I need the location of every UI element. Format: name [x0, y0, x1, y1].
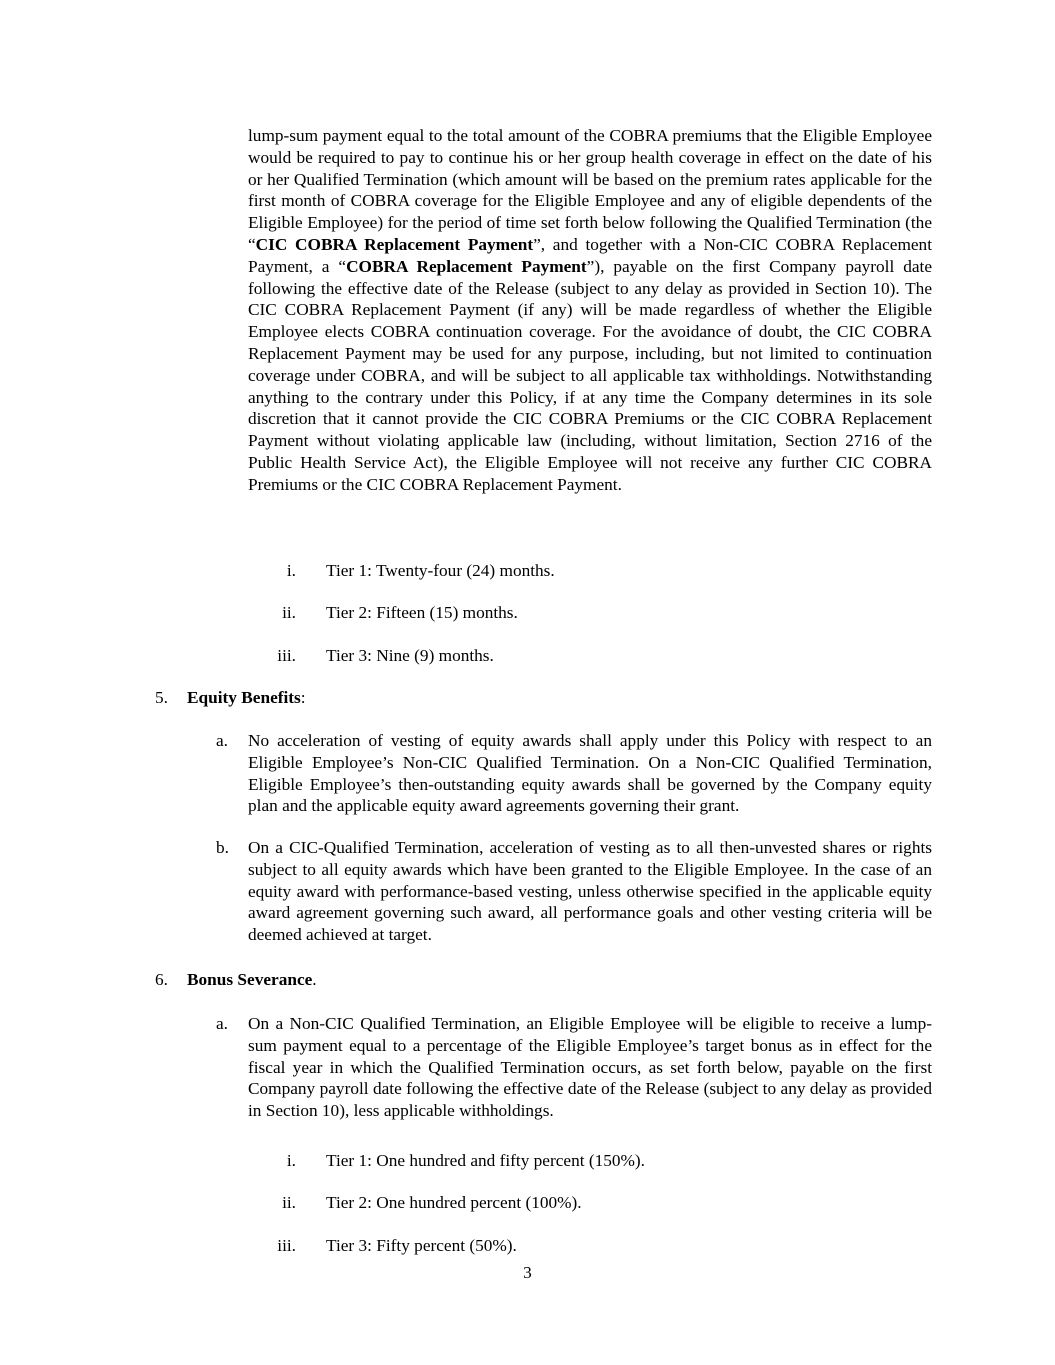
list-item [248, 1235, 932, 1257]
list-number: iii. [277, 1236, 296, 1255]
section-number: 6. [155, 970, 168, 989]
section-title-wrap [187, 969, 317, 991]
list-text: Tier 1: One hundred and fifty percent (150%). [326, 1151, 645, 1170]
item-letter: b. [216, 838, 229, 857]
cobra-replacement-paragraph [248, 125, 932, 496]
equity-item-b: On a CIC-Qualified Termination, acceleration of vesting as to all then-unvested shares or rights subject to all equity awards which have been granted to the Eligible Employee. In the case of an equity award with performance-based vesting, unless otherwise specified in the applicable equity award agreement governing such award, all performance goals and other vesting criteria will be deemed achieved at target. [248, 838, 932, 945]
list-number: ii. [282, 603, 296, 622]
list-item [248, 1150, 932, 1172]
section-suffix: . [312, 970, 317, 989]
list-text: Tier 2: Fifteen (15) months. [326, 603, 518, 622]
section-title-wrap [187, 687, 306, 709]
paragraph-text: lump-sum payment equal to the total amount of the COBRA premiums that the Eligible Employee would be required to pay to continue his or her group health coverage in effect on the date of his or her Qualified Termination (which amount will be based on the premium rates applicable for the first month of COBRA coverage for the Eligible Employee and any of eligible dependents of the Eligible Employee) for the period of time set forth below following the Qualified Termination (the “ [248, 126, 932, 254]
paragraph-text: ”), payable on the first Company payroll date following the effective date of the Release (subject to any delay as provided in Section 10). The CIC COBRA Replacement Payment (if any) will be made regardless of whether the Eligible Employee elects COBRA continuation coverage. For the avoidance of doubt, the CIC COBRA Replacement Payment may be used for any purpose, including, but not limited to continuation coverage under COBRA, and will be subject to all applicable tax withholdings. Notwithstanding anything to the contrary under this Policy, if at any time the Company determines in its sole discretion that it cannot provide the CIC COBRA Premiums or the CIC COBRA Replacement Payment without violating applicable law (including, without limitation, Section 2716 of the Public Health Service Act), the Eligible Employee will not receive any further CIC COBRA Premiums or the CIC COBRA Replacement Payment. [248, 256, 933, 494]
list-item [248, 602, 932, 624]
item-letter: a. [216, 731, 228, 750]
equity-item-a: No acceleration of vesting of equity awards shall apply under this Policy with respect to an Eligible Employee’s Non-CIC Qualified Termination. On a Non-CIC Qualified Termination, Eligible Employee’s then-outstanding equity awards shall be governed by the Company equity plan and the applicable equity award agreements governing their grant. [248, 731, 932, 816]
list-item [248, 560, 932, 582]
list-text: Tier 3: Nine (9) months. [326, 646, 494, 665]
list-text: Tier 2: One hundred percent (100%). [326, 1193, 582, 1212]
list-text: Tier 3: Fifty percent (50%). [326, 1236, 517, 1255]
list-number: i. [286, 561, 296, 580]
paragraph-text: ”, and together with a Non-CIC COBRA Replacement Payment, a “ [248, 234, 932, 276]
page-number: 3 [523, 1263, 532, 1282]
section-number: 5. [155, 688, 168, 707]
list-number: ii. [282, 1193, 296, 1212]
list-number: iii. [277, 646, 296, 665]
section-suffix: : [300, 688, 306, 707]
item-letter: a. [216, 1014, 228, 1033]
list-number: i. [286, 1151, 296, 1170]
list-text: Tier 1: Twenty-four (24) months. [326, 561, 555, 580]
defined-term: CIC COBRA Replacement Payment [255, 234, 534, 254]
section-title: Bonus Severance [187, 970, 313, 989]
list-item [248, 1192, 932, 1214]
section-title: Equity Benefits [187, 688, 301, 707]
list-item [248, 645, 932, 667]
defined-term: COBRA Replacement Payment [346, 256, 587, 276]
bonus-item-a: On a Non-CIC Qualified Termination, an Eligible Employee will be eligible to receive a lump-sum payment equal to a percentage of the Eligible Employee’s target bonus as in effect for the fiscal year in which the Qualified Termination occurs, as set forth below, payable on the first Company payroll date following the effective date of the Release (subject to any delay as provided in Section 10), less applicable withholdings. [248, 1014, 932, 1121]
